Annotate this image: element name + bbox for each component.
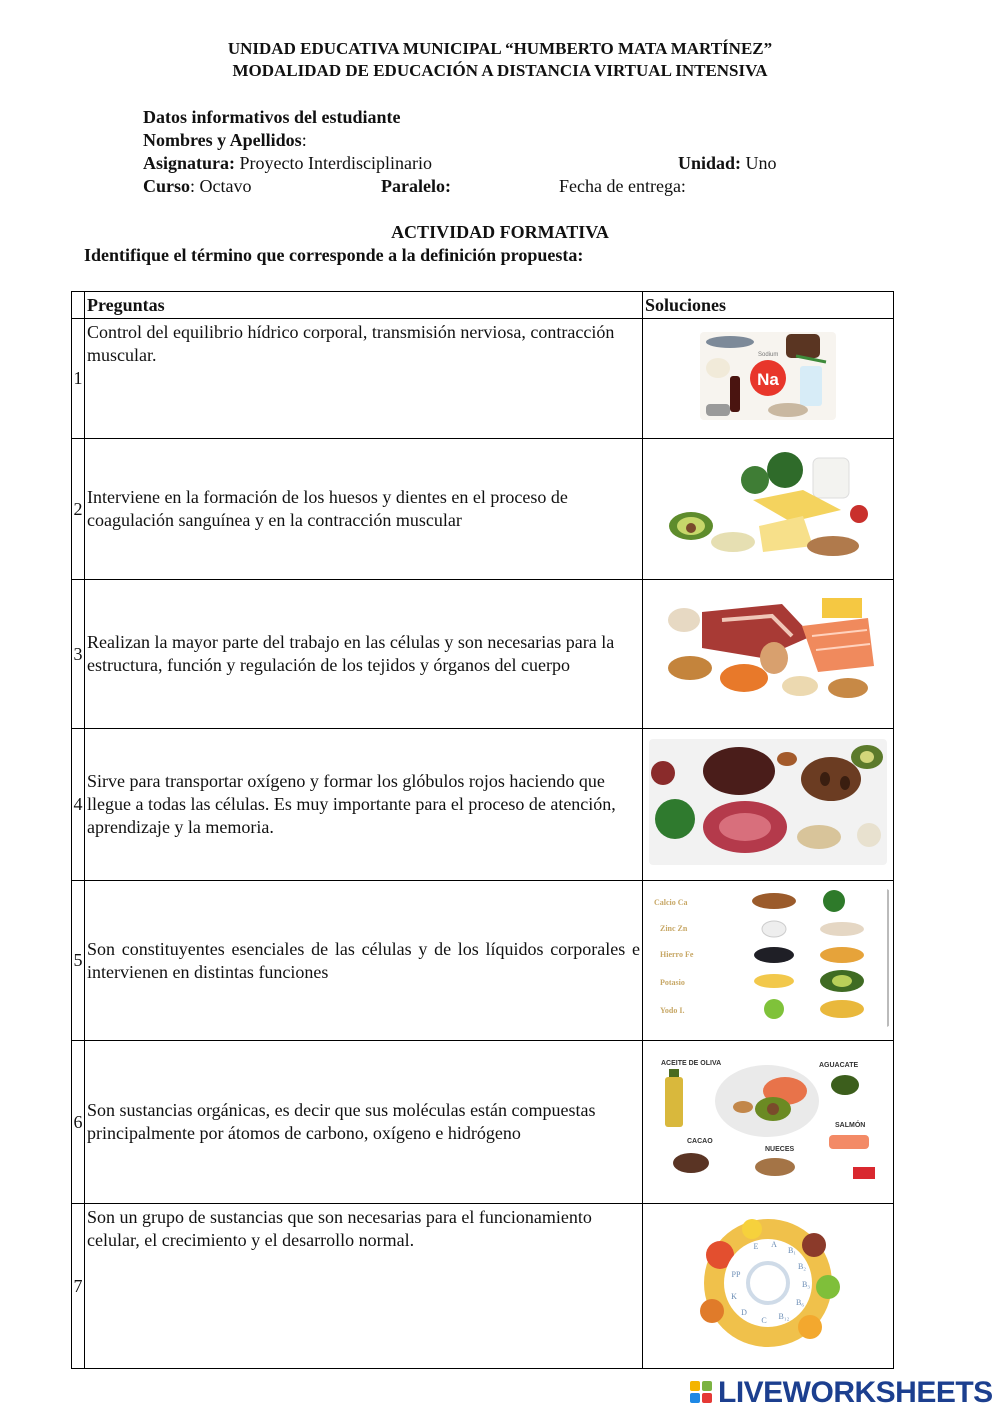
name-label: Nombres y Apellidos — [143, 130, 302, 150]
sodium-badge-text: Na — [757, 369, 779, 389]
fat-label: NUECES — [765, 1146, 795, 1153]
table-row — [72, 729, 894, 881]
mineral-label: Yodo I. — [660, 1005, 685, 1015]
vitamin-label: B₃ — [801, 1280, 811, 1289]
subject-label: Asignatura: — [143, 153, 236, 173]
solution-cell[interactable] — [643, 580, 894, 729]
fat-label: AGUACATE — [819, 1062, 859, 1069]
sodium-foods-image — [700, 332, 836, 420]
iron-foods-image — [649, 739, 887, 865]
row-number: 7 — [72, 1204, 85, 1369]
row-number: 6 — [72, 1041, 85, 1204]
course-value: : Octavo — [190, 176, 252, 196]
solution-cell[interactable] — [643, 319, 894, 439]
liveworksheets-logo-icon — [690, 1381, 714, 1405]
vitamin-label: C — [761, 1316, 767, 1325]
row-number: 1 — [72, 319, 85, 439]
vitamin-label: PP — [731, 1270, 741, 1279]
vitamin-label: B₁ — [787, 1246, 797, 1255]
row-number: 2 — [72, 439, 85, 580]
col-questions: Preguntas — [84, 292, 642, 319]
question-text: Interviene en la formación de los huesos y dientes en el proceso de coagulación sanguínea y en la contracción muscular — [84, 439, 642, 580]
question-text: Son constituyentes esenciales de las células y de los líquidos corporales e intervienen en distintas funciones — [84, 881, 642, 1041]
solution-cell[interactable] — [643, 881, 894, 1041]
mineral-label: Calcio Ca — [654, 897, 688, 907]
parallel-label: Paralelo: — [381, 176, 451, 196]
student-info: Datos informativos del estudiante Nombres y Apellidos: Asignatura: Proyecto Interdisciplinario Unidad: Uno Curso: Octavo Paralelo: Fecha de entrega: — [143, 107, 777, 196]
table-row — [72, 881, 894, 1041]
vitamin-label: D — [741, 1308, 747, 1317]
activity-instruction: Identifique el término que corresponde a la definición propuesta: — [84, 245, 584, 265]
fat-label: CACAO — [687, 1138, 713, 1145]
question-text: Control del equilibrio hídrico corporal, transmisión nerviosa, contracción muscular. — [84, 319, 642, 439]
question-text: Realizan la mayor parte del trabajo en las células y son necesarias para la estructura, función y regulación de los tejidos y órganos del cuerpo — [84, 580, 642, 729]
table-row — [72, 1204, 894, 1369]
solution-cell[interactable] — [643, 1204, 894, 1369]
row-number: 4 — [72, 729, 85, 881]
activity-title: ACTIVIDAD FORMATIVA — [391, 222, 609, 242]
solution-cell[interactable] — [643, 439, 894, 580]
solution-cell[interactable] — [643, 1041, 894, 1204]
table-header-row — [72, 292, 894, 319]
document-header — [0, 38, 1000, 82]
modality-title: MODALIDAD DE EDUCACIÓN A DISTANCIA VIRTUAL INTENSIVA — [232, 61, 768, 80]
fat-label: SALMÓN — [835, 1122, 866, 1129]
mineral-label: Potasio — [660, 977, 685, 987]
question-text: Sirve para transportar oxígeno y formar los glóbulos rojos haciendo que llegue a todas las células. Es muy importante para el proceso de atención, aprendizaje y la memoria. — [84, 729, 642, 881]
protein-foods-image — [662, 596, 874, 706]
table-row — [72, 580, 894, 729]
healthy-fats-image — [657, 1055, 879, 1183]
row-number: 3 — [72, 580, 85, 729]
course-label: Curso — [143, 176, 191, 196]
date-label: Fecha de entrega: — [559, 176, 686, 196]
subject-value: Proyecto Interdisciplinario — [235, 153, 432, 173]
mineral-label: Zinc Zn — [660, 923, 688, 933]
vitamin-label: K — [731, 1292, 737, 1301]
vitamins-wheel-image — [682, 1215, 854, 1351]
liveworksheets-logo[interactable] — [690, 1376, 993, 1410]
brand-name: LIVEWORKSHEETS — [718, 1376, 993, 1409]
vitamin-label: B₂ — [797, 1262, 807, 1271]
vitamin-label: E — [753, 1242, 759, 1251]
table-row — [72, 1041, 894, 1204]
mineral-label: Hierro Fe — [660, 949, 694, 959]
solution-cell[interactable] — [643, 729, 894, 881]
info-title: Datos informativos del estudiante — [143, 107, 401, 127]
questions-table — [71, 291, 894, 1369]
minerals-foods-image — [646, 889, 890, 1027]
unit-value: Uno — [741, 153, 777, 173]
table-row — [72, 319, 894, 439]
question-text: Son sustancias orgánicas, es decir que sus moléculas están compuestas principalmente por átomos de carbono, oxígeno e hidrógeno — [84, 1041, 642, 1204]
fat-label: ACEITE DE OLIVA — [661, 1060, 722, 1067]
col-solutions: Soluciones — [643, 292, 894, 319]
row-number: 5 — [72, 881, 85, 1041]
vitamin-label: B₁₂ — [778, 1312, 790, 1321]
svg-text:Sodium: Sodium — [758, 351, 779, 358]
question-text: Son un grupo de sustancias que son necesarias para el funcionamiento celular, el crecimiento y el desarrollo normal. — [84, 1204, 642, 1369]
school-name: UNIDAD EDUCATIVA MUNICIPAL “HUMBERTO MATA MARTÍNEZ” — [227, 39, 773, 58]
table-row — [72, 439, 894, 580]
calcium-foods-image — [663, 450, 873, 562]
vitamin-label: A — [771, 1240, 777, 1249]
vitamin-label: B₆ — [795, 1298, 805, 1307]
unit-label: Unidad: — [678, 153, 742, 173]
